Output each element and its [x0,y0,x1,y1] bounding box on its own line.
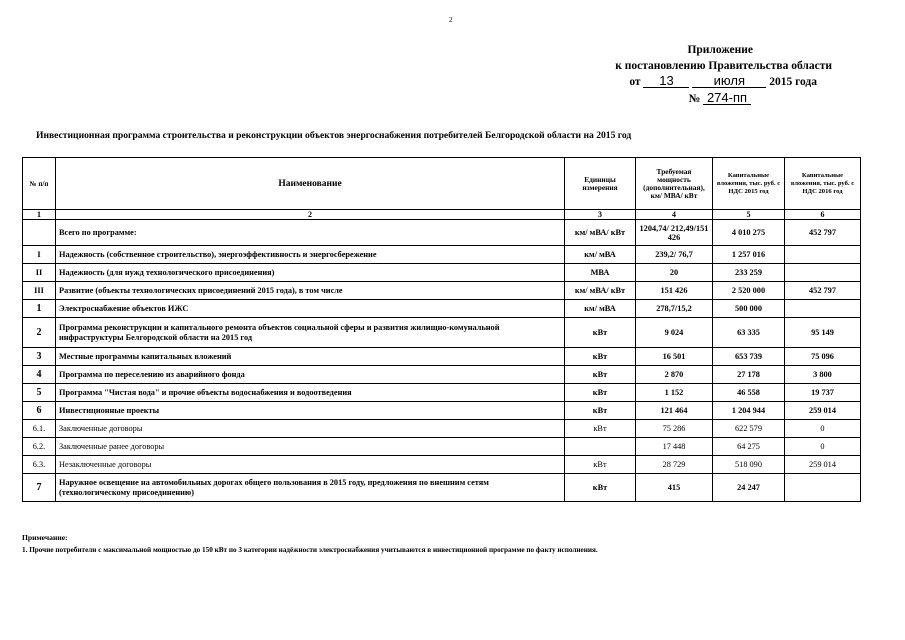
row-units: кВт [565,420,636,438]
row-number: III [23,282,56,300]
row-capital-2016 [785,246,861,264]
table-row [23,420,861,438]
appendix-date-line [629,75,817,90]
row-capital-2016: 0 [785,420,861,438]
row-capital-2015: 24 247 [713,474,785,502]
table-row [23,366,861,384]
row-units: кВт [565,318,636,348]
row-name: Заключенные договоры [56,420,565,438]
table-row [23,246,861,264]
row-units: кВт [565,348,636,366]
row-capacity: 239,2/ 76,7 [636,246,713,264]
row-number: 7 [23,474,56,502]
row-capacity: 1 152 [636,384,713,402]
row-number: 2 [23,318,56,348]
table-row [23,456,861,474]
row-capital-2016: 259 014 [785,456,861,474]
row-units: кВт [565,402,636,420]
table-row [23,348,861,366]
row-capital-2015: 622 579 [713,420,785,438]
table-row [23,474,861,502]
date-prefix: от [629,76,641,88]
row-name: Электроснабжение объектов ИЖС [56,300,565,318]
row-units: км/ мВА/ кВт [565,282,636,300]
row-units: км/ мВА [565,246,636,264]
row-units: кВт [565,384,636,402]
row-number: 6.3. [23,456,56,474]
row-capital-2016: 452 797 [785,220,861,246]
row-capital-2015: 653 739 [713,348,785,366]
resolution-number: 274-пп [703,92,751,105]
row-capital-2015: 4 010 275 [713,220,785,246]
notes-label: Примечание: [22,533,68,542]
header-num: № п/п [23,158,56,210]
row-name: Надежность (собственное строительство), энергоэффективность и энергосбережение [56,246,565,264]
row-capital-2016: 3 800 [785,366,861,384]
date-year: 2015 года [769,76,817,88]
index-cell: 3 [565,210,636,220]
row-name: Инвестиционные проекты [56,402,565,420]
row-number: I [23,246,56,264]
row-name: Программа реконструкции и капитального ремонта объектов социальной сферы и развития жилищно-комунальной инфраструктуры Белгородской области на 2015 год [56,318,565,348]
row-capital-2015: 233 259 [713,264,785,282]
row-capital-2016: 0 [785,438,861,456]
row-name: Местные программы капитальных вложений [56,348,565,366]
row-number: 4 [23,366,56,384]
row-units: МВА [565,264,636,282]
row-capacity: 1204,74/ 212,49/151 426 [636,220,713,246]
table-row [23,318,861,348]
row-capital-2016: 19 737 [785,384,861,402]
row-capital-2016 [785,300,861,318]
notes-text: 1. Прочие потребители с максимальной мощностью до 150 кВт по 3 категории надёжности электроснабжения учитываются в инвестиционной программе по факту исполнения. [22,546,598,554]
row-capital-2015: 2 520 000 [713,282,785,300]
row-capacity: 151 426 [636,282,713,300]
number-prefix: № [688,93,701,105]
row-capital-2016: 452 797 [785,282,861,300]
row-number: 3 [23,348,56,366]
row-capacity: 415 [636,474,713,502]
appendix-number-line [689,92,751,107]
row-units: кВт [565,474,636,502]
row-name: Надежность (для нужд технологического присоединения) [56,264,565,282]
row-capacity: 121 464 [636,402,713,420]
header-name: Наименование [56,158,565,210]
row-capacity: 278,7/15,2 [636,300,713,318]
row-units: кВт [565,456,636,474]
row-capital-2015: 27 178 [713,366,785,384]
header-capital-2015: Капитальные вложения, тыс. руб. с НДС 2015 год [713,158,785,210]
table-row [23,282,861,300]
row-name: Развитие (объекты технологических присоединений 2015 года), в том числе [56,282,565,300]
row-capacity: 20 [636,264,713,282]
document-title: Инвестиционная программа строительства и реконструкции объектов энергоснабжения потребителей Белгородской области на 2015 год [36,130,632,141]
row-number: 6 [23,402,56,420]
row-capacity: 9 024 [636,318,713,348]
table-row [23,438,861,456]
table-row [23,384,861,402]
table-row [23,220,861,246]
row-capacity: 17 448 [636,438,713,456]
row-units: км/ мВА [565,300,636,318]
row-number: II [23,264,56,282]
row-capital-2015: 1 257 016 [713,246,785,264]
row-name: Наружное освещение на автомобильных дорогах общего пользования в 2015 году, предложения по внешним сетям (технологическому присоединению) [56,474,565,502]
row-capital-2016: 259 014 [785,402,861,420]
row-name: Заключенные ранее договоры [56,438,565,456]
row-capital-2016 [785,264,861,282]
appendix-resolution-line: к постановлению Правительства области [615,60,832,72]
row-number [23,220,56,246]
row-units [565,438,636,456]
index-cell: 6 [785,210,861,220]
row-capital-2016: 75 096 [785,348,861,366]
header-units: Единицы измерения [565,158,636,210]
row-capital-2016 [785,474,861,502]
row-name: Всего по программе: [56,220,565,246]
row-number: 5 [23,384,56,402]
row-units: кВт [565,366,636,384]
row-capital-2015: 63 335 [713,318,785,348]
row-capacity: 16 501 [636,348,713,366]
row-name: Программа "Чистая вода" и прочие объекты водоснабжения и водоотведения [56,384,565,402]
header-row [23,158,861,210]
table-row [23,300,861,318]
row-number: 6.2. [23,438,56,456]
row-capital-2016: 95 149 [785,318,861,348]
index-cell: 2 [56,210,565,220]
row-number: 6.1. [23,420,56,438]
index-cell: 1 [23,210,56,220]
investment-table [22,157,861,502]
row-capacity: 75 286 [636,420,713,438]
row-capital-2015: 64 275 [713,438,785,456]
row-capital-2015: 518 090 [713,456,785,474]
row-name: Незаключенные договоры [56,456,565,474]
row-capacity: 28 729 [636,456,713,474]
row-capacity: 2 870 [636,366,713,384]
row-capital-2015: 1 204 944 [713,402,785,420]
index-row [23,210,861,220]
row-units: км/ мВА/ кВт [565,220,636,246]
date-day: 13 [643,75,689,88]
table-row [23,264,861,282]
row-number: 1 [23,300,56,318]
row-name: Программа по переселению из аварийного фонда [56,366,565,384]
index-cell: 5 [713,210,785,220]
appendix-title: Приложение [687,44,753,56]
row-capital-2015: 500 000 [713,300,785,318]
index-cell: 4 [636,210,713,220]
table-row [23,402,861,420]
row-capital-2015: 46 558 [713,384,785,402]
header-capital-2016: Капитальные вложения, тыс. руб. с НДС 2016 год [785,158,861,210]
date-month: июля [692,75,766,88]
header-capacity: Требуемая мощность (дополнительная), км/ МВА/ кВт [636,158,713,210]
page-number: 2 [449,16,453,24]
